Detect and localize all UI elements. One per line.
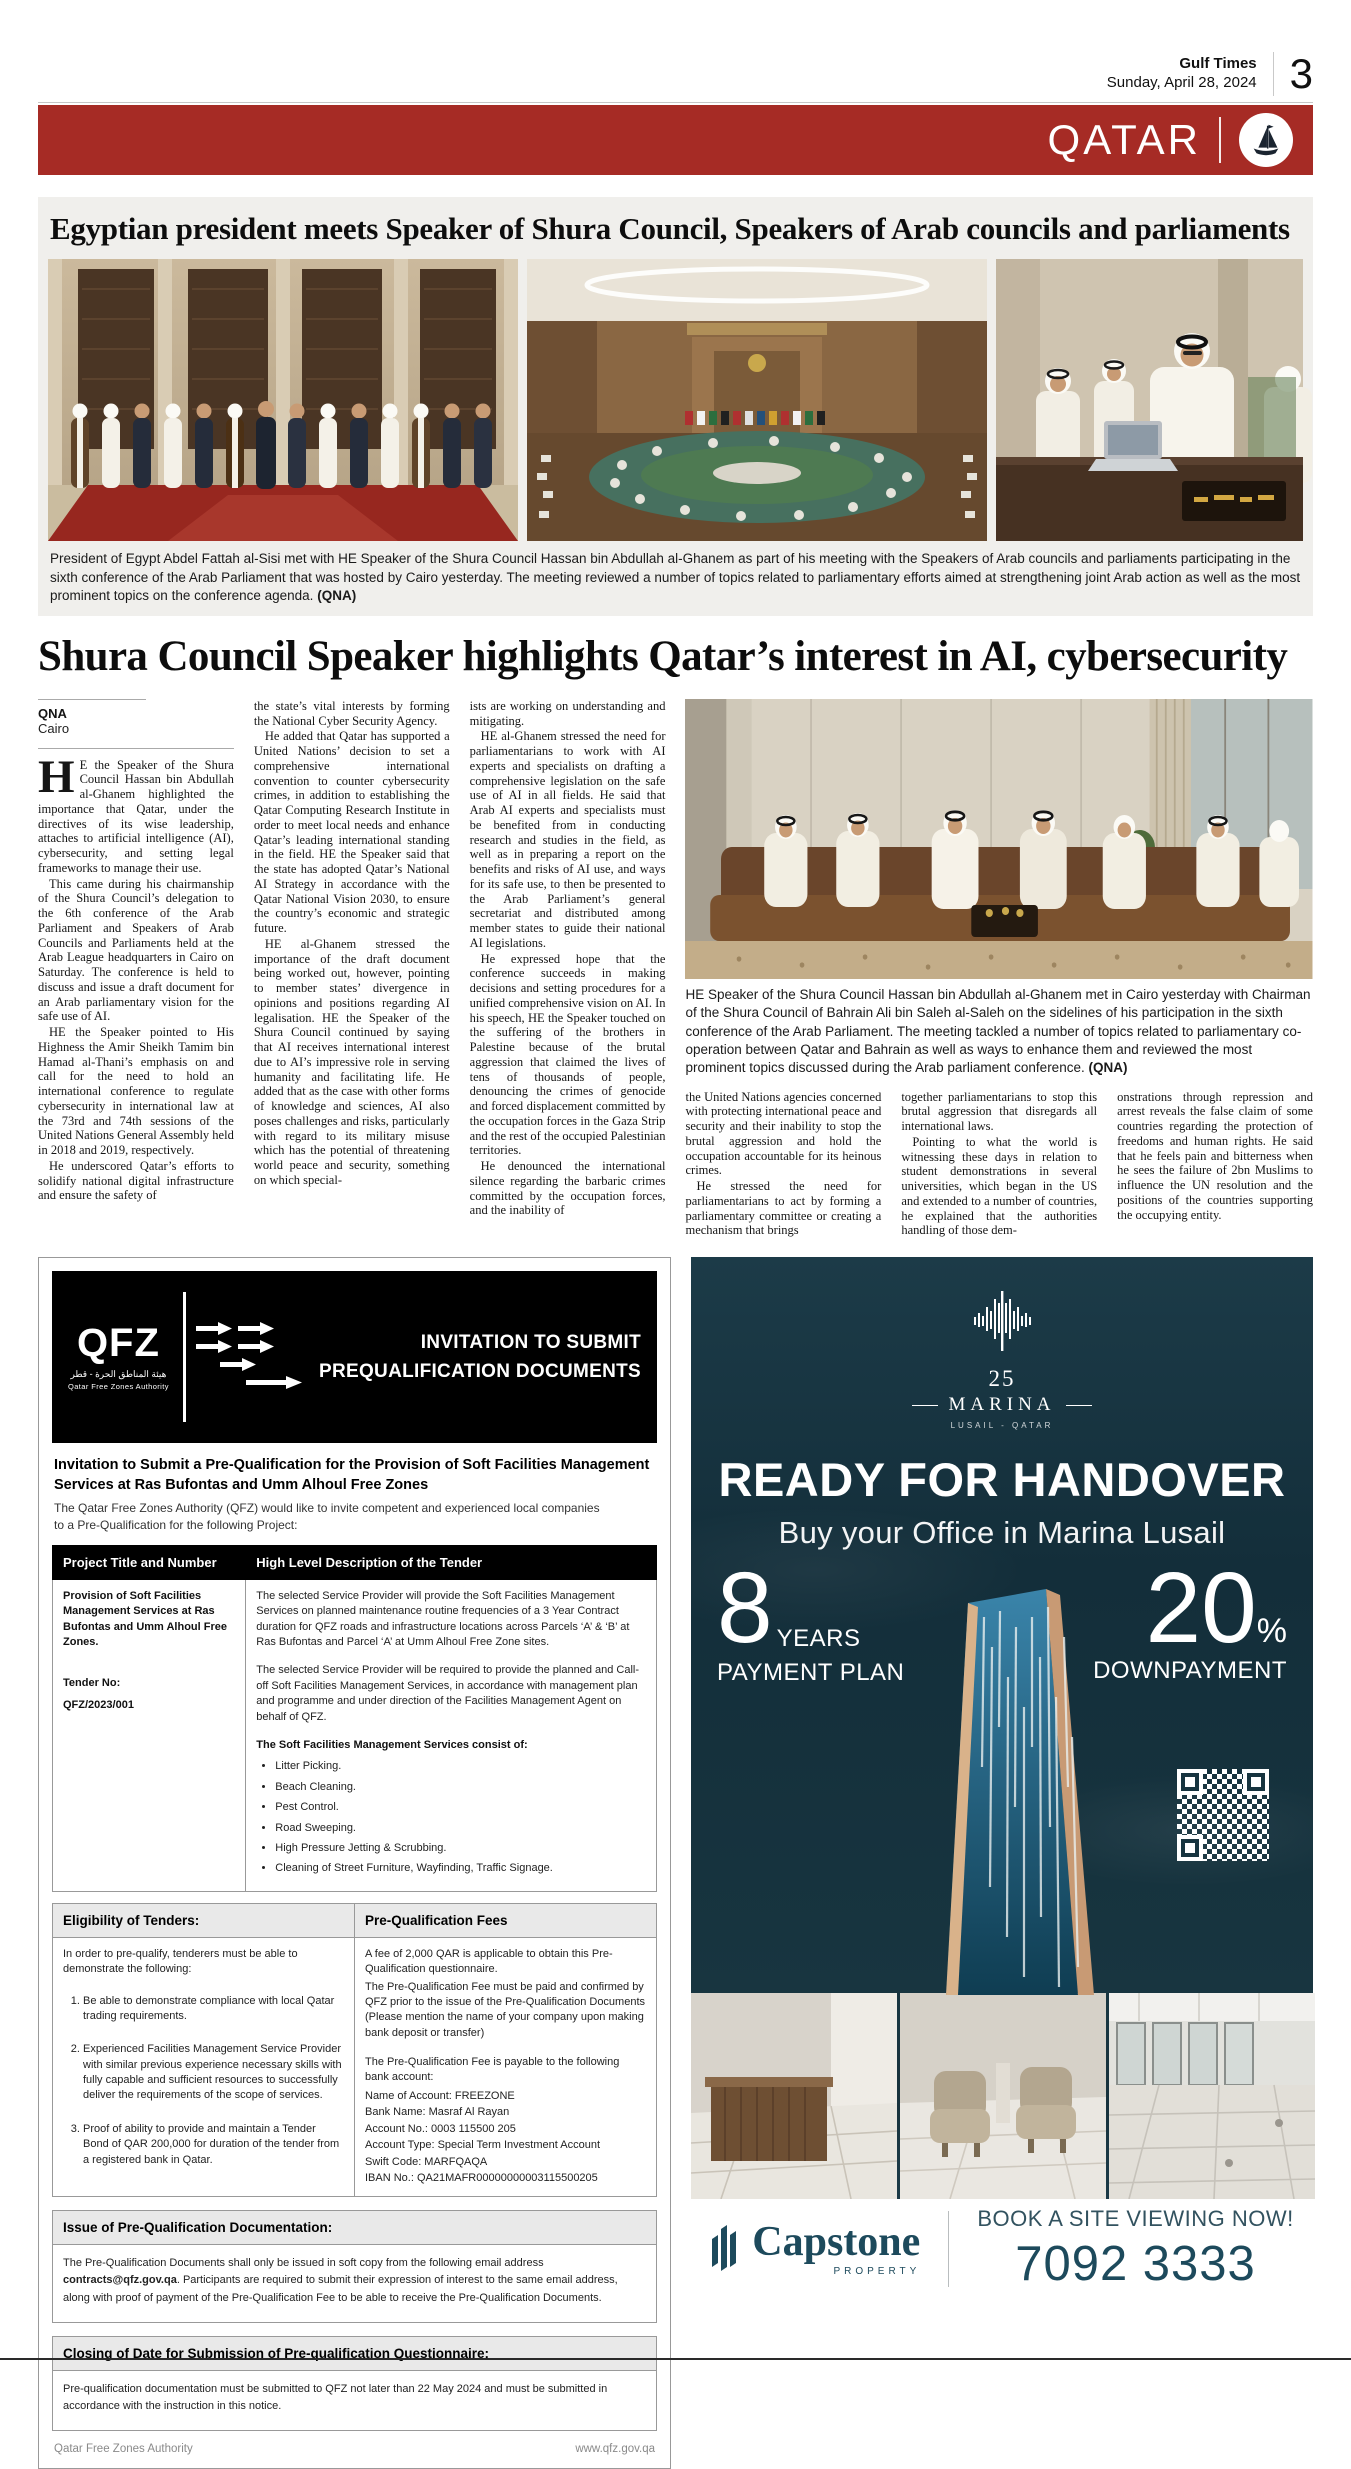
qfz-tender-ad: [38, 1257, 671, 2469]
tender-desc-1: The selected Service Provider will provide the Soft Facilities Management Services on planned maintenance routine frequencies of a 3 Year Contract duration for QFZ roads and infrastructure locations across Parcels ‘A’ & ‘B’ at Ras Bufontas and Parcel ‘A’ at Umm Alhoul Free Zone sites.: [256, 1589, 630, 1649]
byline-city: Cairo: [38, 721, 70, 737]
table-header-row: [53, 1903, 657, 1937]
masthead: [38, 0, 1313, 96]
fees-p2: The Pre-Qualification Fee must be paid and confirmed by QFZ prior to the issue of the Pre-Qualification Documents (Please mention the name of your company upon making bank deposit or transfer): [365, 1980, 646, 2039]
photo-round-table-hall: [527, 259, 987, 541]
booking-cta: BOOK A SITE VIEWING NOW!: [977, 2206, 1294, 2232]
eligibility-intro: In order to pre-qualify, tenderers must be able to demonstrate the following:: [63, 1947, 298, 1976]
closing-section-body: Pre-qualification documentation must be submitted to QFZ not later than 22 May 2024 and must be submitted in accordance with the instruction in this notice.: [52, 2371, 657, 2431]
qfz-logo-abbr: QFZ: [76, 1321, 160, 1366]
article2-column-6: onstrations through repression and arrest reveals the false claim of some countries regarding the protection of freedoms and human rights. He said that he feels pain and bitterness when he sees the failure of 2bn Muslims to influence the UN resolution and the positions of the countries supporting the occupying entity.: [1117, 1089, 1313, 1222]
marina-ad-footer: [691, 2199, 1313, 2299]
qfz-invitation-title: Invitation to Submit a Pre-Qualification for the Provision of Soft Facilities Management Services at Ras Bufontas and Umm Alhoul Free Zones: [54, 1457, 650, 1493]
marina-number: 25: [988, 1366, 1016, 1392]
photo-qatar-bahrain-meeting-svg: [685, 699, 1313, 979]
fees-p3: The Pre-Qualification Fee is payable to the following bank account:: [365, 2056, 620, 2084]
marina-emblem: [691, 1289, 1313, 1430]
capstone-name: Capstone: [752, 2219, 921, 2266]
emblem-dash-left: [912, 1405, 938, 1406]
table-row: [53, 1579, 657, 1891]
photo-lounge-chairs: [900, 1993, 1106, 2199]
masthead-divider: [1273, 52, 1274, 96]
closing-section-header: Closing of Date for Submission of Pre-qualification Questionnaire:: [52, 2336, 657, 2371]
qfz-ad-banner: [52, 1271, 657, 1443]
photo-glass-lobby: [1109, 1993, 1315, 2199]
dhow-icon-svg: [1247, 121, 1285, 159]
list-item: 3. Proof of ability to provide and maintain a Tender Bond of QAR 200,000 for duration of the tender from a registered bank in Qatar.: [83, 2122, 344, 2168]
qr-code: [1177, 1769, 1269, 1861]
list-item: • Cleaning of Street Furniture, Wayfinding, Traffic Signage.: [275, 1861, 646, 1876]
capstone-logo-icon: [710, 2221, 744, 2273]
marina-location: LUSAIL - QATAR: [950, 1421, 1054, 1431]
qfz-ad-footer: [52, 2443, 657, 2455]
footer-divider: [948, 2211, 949, 2287]
services-heading: The Soft Facilities Management Services consist of:: [256, 1739, 528, 1752]
article1-headline: Egyptian president meets Speaker of Shura Council, Speakers of Arab councils and parliaments: [50, 211, 1290, 246]
qfz-arrows-icon: [183, 1292, 314, 1422]
services-list: [262, 1759, 646, 1876]
booking-block: [977, 2206, 1293, 2292]
marina-emblem-icon: [972, 1289, 1032, 1353]
table-row: [53, 1937, 657, 2196]
issue-section-body: [52, 2245, 657, 2323]
qr-finder-bottom-left: [1177, 1835, 1203, 1861]
column-text: HE the Speaker of the Shura Council Hassan bin Abdullah al-Ghanem highlighted the importance that Qatar, under the directives of its wise leadership, attaches to artificial intelligence (AI), cybersecurity, and setting legal frameworks to manage their use. This came during his chairmanship of the Shura Council’s delegation to the 6th conference of the Arab Parliament and Speakers of Arab Councils and Parliaments held at the Arab League headquarters in Cairo on Saturday. The conference is held to discuss and issue a draft document for an Arab parliamentary vision for the safe use of AI. HE the Speaker pointed to His Highness the Amir Sheikh Tamim bin Hamad al-Thani’s emphasis on and call for the need to hold an international conference to regulate cybersecurity in international law at the 73rd and 74th sessions of the United Nations General Assembly held in 2018 and 2019, respectively. He underscored Qatar’s efforts to solidify national digital infrastructure and ensure the safety of: [38, 750, 234, 1203]
photo-speaker-at-desk: [996, 259, 1303, 541]
page-bottom-rule: [0, 2358, 1351, 2360]
eligibility-header: Eligibility of Tenders:: [53, 1903, 355, 1937]
marina-interior-photos: [691, 1993, 1313, 2199]
qfz-banner-title: [319, 1328, 641, 1387]
qfz-footer-url: www.qfz.gov.qa: [575, 2442, 655, 2455]
article2-column-1: [38, 699, 234, 1239]
list-item: • Road Sweeping.: [275, 1821, 646, 1836]
article-shura-ai: [38, 632, 1313, 1239]
list-item: Swift Code: MARFQAQA: [365, 2155, 488, 2168]
tender-label: Tender No:: [63, 1677, 121, 1690]
emblem-dash-right: [1066, 1405, 1092, 1406]
article2-body: [38, 699, 1313, 1239]
eligibility-cell: [53, 1937, 355, 2196]
article2-column-2: the state’s vital interests by forming the National Cyber Security Agency. He added that Qatar has supported a United Nations’ decision to set a comprehensive international convention to counter cybersecurity crimes, in addition to establishing the Qatar Computing Research Institute in order to meet local needs and enhance Qatar’s leading international standing in the field. HE the Speaker said that the state has adopted Qatar’s National AI Strategy in accordance with the Qatar National Vision 2030, to ensure the country’s economic and strategic future. HE al-Ghanem stressed the importance of the draft document being worked out, however, pointing to member states’ divergence in opinions and positions regarding AI legalisation. HE the Speaker of the Shura Council continued by saying that AI receives international interest due to AI’s impressive role in serving humanity and facilitating life. He added that as the case with other forms of knowledge and sciences, AI also poses challenges and risks, particularly with regard to its military misuse which has the potential of threatening world peace and security, something on which special-: [253, 698, 450, 1187]
list-item: • Litter Picking.: [275, 1759, 646, 1774]
qfz-project-table: [52, 1545, 657, 1892]
marina-headline: READY FOR HANDOVER: [718, 1453, 1286, 1507]
offer-years-value: 8: [717, 1552, 773, 1665]
offer-payment-label: PAYMENT PLAN: [717, 1659, 905, 1687]
list-item: Account Type: Special Term Investment Account: [365, 2139, 600, 2152]
list-item: 1. Be able to demonstrate compliance with local Qatar trading requirements.: [83, 1994, 344, 2025]
issue-text-pre: The Pre-Qualification Documents shall only be issued in soft copy from the following email address: [63, 2256, 544, 2269]
bank-details: [365, 2088, 646, 2187]
offer-percent-sign: %: [1256, 1612, 1287, 1651]
project-title-header: Project Title and Number: [53, 1545, 246, 1579]
section-banner: [38, 105, 1313, 175]
list-item: • Beach Cleaning.: [275, 1780, 646, 1795]
qfz-eligibility-fees-table: [52, 1903, 657, 2197]
qfz-banner-line1: INVITATION TO SUBMIT: [420, 1331, 641, 1353]
article2-photo-block: [685, 699, 1313, 1090]
issue-section-header: Issue of Pre-Qualification Documentation:: [52, 2210, 657, 2245]
list-item: Name of Account: FREEZONE: [365, 2089, 515, 2102]
list-item: Account No.: 0003 115500 205: [365, 2122, 516, 2135]
dhow-icon: [1239, 113, 1293, 167]
project-title-cell: [53, 1579, 246, 1891]
fees-header: Pre-Qualification Fees: [355, 1903, 657, 1937]
page-number: 3: [1289, 50, 1313, 97]
marina-name-row: [691, 1394, 1313, 1416]
fees-cell: [355, 1937, 657, 2196]
capstone-logo: [710, 2221, 920, 2277]
byline-agency: QNA: [38, 705, 67, 721]
tender-number: QFZ/2023/001: [63, 1698, 134, 1711]
article2-caption-text: HE Speaker of the Shura Council Hassan bin Abdullah al-Ghanem met in Cairo yesterday with Chairman of the Shura Council of Bahrain Ali bin Saleh al-Saleh on the sidelines of his participation in the sixth conference of the Arab Parliament. The meeting tackled a number of topics related to parliamentary co-operation between Qatar and Bahrain as well as ways to enhance them and reviewed the most prominent topics discussed during the Arab parliament conference.: [685, 986, 1311, 1076]
article2-column-4: the United Nations agencies concerned with protecting international peace and security and their inability to stop the brutal aggression and hold the occupation accountable for its heinous crimes. He stressed the need for parliamentarians to act by forming a parliamentary committee or creating a mechanism that brings: [685, 1089, 882, 1238]
eligibility-list: [67, 1994, 344, 2169]
list-item: • High Pressure Jetting & Scrubbing.: [275, 1841, 646, 1856]
article2-column-3: ists are working on understanding and mitigating. HE al-Ghanem stressed the need for parliamentarians to work with AI experts and specialists on drafting a comprehensive legislation on the safe use of AI in all fields. He said that Arab AI experts and specialists must be benefited from in conducting research and studies in the field, as well as in preparing a report on the benefits and risks of AI use, and ways for its safe use, to then be presented to the Arab Parliament’s general secretariat and distributed among member states to guide their national AI legislations. He expressed hope that the conference succeeds in making decisions and setting procedures for a unified comprehensive vision on AI. In his speech, HE the Speaker touched on the suffering of the brothers in Palestine because of the brutal aggression that claimed the lives of tens of thousands of people, denouncing the crimes of genocide and forced displacement committed by the occupation forces in the Gaza Strip and the rest of the occupied Palestinian territories. He denounced the international silence regarding the barbaric crimes committed by the occupation forces, and the inability of: [469, 698, 666, 1218]
article1-caption: [48, 541, 1303, 608]
list-item: IBAN No.: QA21MAFR00000000003115500205: [365, 2172, 598, 2185]
capstone-wordmark: [752, 2221, 920, 2277]
photo-qatar-bahrain-meeting: [685, 699, 1313, 979]
article2-headline: Shura Council Speaker highlights Qatar’s interest in AI, cybersecurity: [38, 632, 1288, 680]
advertisements-row: [38, 1257, 1313, 2469]
issue-email: contracts@qfz.gov.qa: [63, 2274, 177, 2287]
article-egypt-meeting: [38, 197, 1313, 616]
tender-description-cell: [246, 1579, 657, 1891]
qfz-logo-arabic: هيئة المناطق الحرة - قطر: [70, 1369, 167, 1380]
photo-lobby-reception: [691, 1993, 897, 2199]
project-title: Provision of Soft Facilities Management Services at Ras Bufontas and Umm Alhoul Free Zones.: [63, 1589, 227, 1649]
marina-offer-band: [691, 1552, 1313, 1993]
article2-column-5: together parliamentarians to stop this brutal aggression that disregards all international laws. Pointing to what the world is witnessing these days in relation to student demonstrations in several universities, which began in the US and extended to a number of countries, he explained that the authorities handling of those dem-: [901, 1089, 1098, 1238]
list-item: 2. Experienced Facilities Management Service Provider with similar previous experience necessary skills with fully capable and sufficient resources to successfully deliver the requirements of the scope of services.: [83, 2042, 344, 2104]
list-item: Bank Name: Masraf Al Rayan: [365, 2106, 510, 2119]
photo-palace-group: [48, 259, 518, 541]
article1-caption-text: President of Egypt Abdel Fattah al-Sisi met with HE Speaker of the Shura Council Hassan bin Abdullah al-Ghanem as part of his meeting with the Speakers of Arab councils and parliaments participating in the sixth conference of the Arab Parliament that was hosted by Cairo yesterday. The meeting reviewed a number of topics related to parliamentary efforts aimed at strengthening joint Arab action as well as the most prominent topics on the conference agenda.: [50, 551, 1301, 604]
issue-date: Sunday, April 28, 2024: [1106, 74, 1257, 91]
paper-name: Gulf Times: [1179, 55, 1257, 73]
section-title: QATAR: [1047, 116, 1201, 163]
qr-finder-top-left: [1177, 1769, 1203, 1795]
marina-lusail-ad: [691, 1257, 1313, 2299]
section-banner-wrap: [38, 102, 1313, 175]
article1-photo-row: [48, 259, 1303, 541]
offer-years-label: YEARS: [776, 1625, 861, 1653]
booking-phone: 7092 3333: [1015, 2237, 1256, 2292]
article2-caption-credit: (QNA): [1088, 1060, 1128, 1076]
marina-tower-photo: [842, 1587, 1162, 1995]
banner-separator: [1219, 117, 1221, 163]
offer-downpayment-value: 20: [1145, 1552, 1257, 1665]
tender-desc-2: The selected Service Provider will be required to provide the planned and Call-off Soft Facilities Management Services, in accordance with management plan and programme and under direction of the Facilities Management Agent on behalf of QFZ.: [256, 1664, 640, 1723]
capstone-sub: PROPERTY: [833, 2266, 921, 2278]
marina-name: MARINA: [948, 1394, 1056, 1416]
qfz-logo: [68, 1323, 169, 1391]
fees-p1: A fee of 2,000 QAR is applicable to obtain this Pre-Qualification questionnaire.: [365, 1947, 613, 1976]
table-header-row: [53, 1545, 657, 1579]
issue-text-post: . Participants are required to submit their expression of interest to the same email address, along with proof of payment of the Pre-Qualification Fee to be able to receive the Pre-Qualification Documents.: [63, 2274, 618, 2305]
offer-downpayment-label: DOWNPAYMENT: [1093, 1657, 1287, 1685]
qr-finder-top-right: [1243, 1769, 1269, 1795]
description-header: High Level Description of the Tender: [246, 1545, 657, 1579]
article2-photo-caption: [685, 979, 1313, 1090]
marina-subheadline: Buy your Office in Marina Lusail: [778, 1515, 1226, 1551]
list-item: • Pest Control.: [275, 1800, 646, 1815]
country-nameplate: [1182, 481, 1286, 521]
qfz-footer-left: Qatar Free Zones Authority: [54, 2442, 193, 2455]
masthead-text: [1107, 55, 1257, 93]
qfz-banner-line2: PREQUALIFICATION DOCUMENTS: [319, 1361, 641, 1383]
qfz-logo-english: Qatar Free Zones Authority: [68, 1382, 169, 1392]
article1-caption-credit: (QNA): [317, 588, 357, 604]
byline: [38, 699, 234, 749]
qfz-invitation-intro: The Qatar Free Zones Authority (QFZ) would like to invite competent and experienced local companies to a Pre-Qualification for the following Project:: [54, 1501, 600, 1533]
